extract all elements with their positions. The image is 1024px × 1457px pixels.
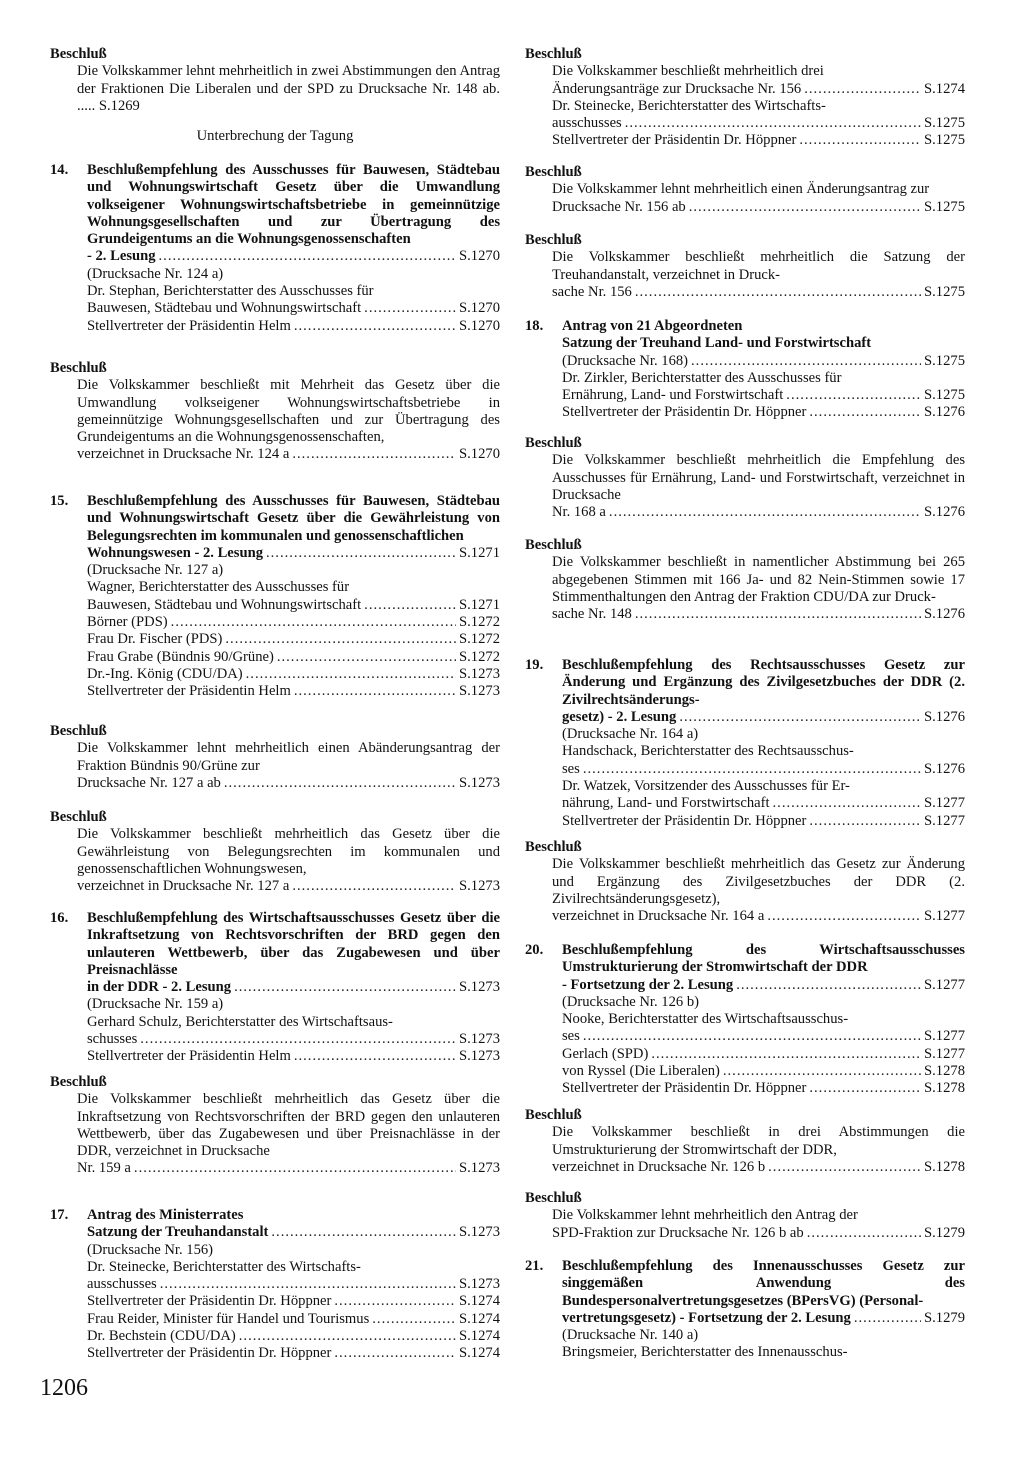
beschluss-text xyxy=(552,63,965,149)
speaker-name: nährung, Land- und Forstwirtschaft xyxy=(562,795,770,812)
beschluss-last-line: SPD-Fraktion zur Drucksache Nr. 126 b ab xyxy=(552,1224,804,1241)
beschluss-block xyxy=(525,1107,965,1176)
beschluss-heading: Beschluß xyxy=(525,435,582,451)
toc-line xyxy=(562,1310,965,1327)
dot-leader xyxy=(271,1224,456,1241)
beschluss-block xyxy=(50,1074,500,1178)
beschluss-block xyxy=(50,360,500,464)
speaker-name: Börner (PDS) xyxy=(87,614,168,631)
page-reference: S.1276 xyxy=(924,708,965,725)
dot-leader xyxy=(583,1028,921,1045)
lesung-label: - Fortsetzung der 2. Lesung xyxy=(562,976,734,993)
beschluss-block xyxy=(525,46,965,150)
dot-leader xyxy=(635,606,921,623)
item-number: 15. xyxy=(50,493,69,509)
toc-line xyxy=(87,979,500,996)
dot-leader xyxy=(294,318,456,335)
page-reference: S.1275 xyxy=(924,283,965,300)
dot-leader xyxy=(159,248,457,265)
speaker-name: Stellvertreter der Präsidentin Helm xyxy=(87,317,291,334)
beschluss-last-line: verzeichnet in Drucksache Nr. 124 a xyxy=(77,446,290,463)
toc-line xyxy=(87,1293,500,1310)
beschluss-text xyxy=(552,452,965,521)
beschluss-body-text: Die Volkskammer beschließt in drei Abstimmungen die Umstrukturierung der Stromwirtschaft der DDR, xyxy=(552,1124,965,1158)
beschluss-body-text: Die Volkskammer beschließt mehrheitlich das Gesetz zur Änderung und Ergänzung des Zivilgesetzbuches der DDR (2. Zivilrechtsänderungsgesetz), xyxy=(552,856,965,907)
toc-line xyxy=(87,1276,500,1293)
dot-leader xyxy=(625,115,921,132)
speaker-name: Dr. Bechstein (CDU/DA) xyxy=(87,1328,236,1345)
beschluss-body-text: Die Volkskammer beschließt mehrheitlich die Satzung der Treuhandanstalt, verzeichnet in Druck- xyxy=(552,249,965,283)
toc-line xyxy=(562,813,965,830)
item-body xyxy=(87,1207,500,1363)
beschluss-text xyxy=(552,1207,965,1242)
item-title: Antrag des Ministerrates xyxy=(87,1207,244,1223)
beschluss-heading: Beschluß xyxy=(525,537,582,553)
page-reference: S.1270 xyxy=(459,248,500,265)
dot-leader xyxy=(246,666,456,683)
speaker-line: Dr. Steinecke, Berichterstatter des Wirtschafts- xyxy=(87,1258,361,1275)
dot-leader xyxy=(334,1293,456,1310)
toc-line xyxy=(562,1046,965,1063)
drucksache-ref: (Drucksache Nr. 159 a) xyxy=(87,996,224,1013)
beschluss-body-text: Die Volkskammer beschließt mehrheitlich drei xyxy=(552,63,824,80)
page-reference: S.1278 xyxy=(924,1080,965,1097)
page-reference: S.1274 xyxy=(459,1328,500,1345)
toc-line xyxy=(552,132,965,149)
speaker-name: ausschusses xyxy=(552,115,622,132)
dot-leader xyxy=(364,300,456,317)
toc-line xyxy=(87,300,500,317)
beschluss-block xyxy=(525,435,965,521)
page-reference: S.1270 xyxy=(459,317,500,334)
page-reference: S.1276 xyxy=(924,760,965,777)
toc-line xyxy=(552,1225,965,1242)
item-body xyxy=(87,493,500,701)
page-reference: S.1274 xyxy=(459,1345,500,1362)
agenda-item-20 xyxy=(525,942,965,1098)
dot-leader xyxy=(225,631,456,648)
beschluss-heading: Beschluß xyxy=(50,360,107,376)
speaker-name: Dr.-Ing. König (CDU/DA) xyxy=(87,665,243,682)
beschluss-block xyxy=(525,537,965,623)
dot-leader xyxy=(224,775,456,792)
item-title: Beschlußempfehlung des Wirtschaftsausschusses Gesetz über die Inkraftsetzung von Rechtsvorschriften der BRD gegen den unlauteren Wettbewerb, über das Zugabewesen und über Preisnachlässe xyxy=(87,910,500,978)
page-reference: S.1273 xyxy=(459,1276,500,1293)
beschluss-last-line: verzeichnet in Drucksache Nr. 126 b xyxy=(552,1158,766,1175)
page-reference: S.1273 xyxy=(459,774,500,791)
beschluss-heading: Beschluß xyxy=(525,164,582,180)
toc-line xyxy=(87,1048,500,1065)
page-reference: S.1277 xyxy=(924,1028,965,1045)
page-reference: S.1273 xyxy=(459,683,500,700)
agenda-item-15 xyxy=(50,493,500,701)
dot-leader xyxy=(768,1159,921,1176)
dot-leader xyxy=(292,446,456,463)
speaker-line: Nooke, Berichterstatter des Wirtschaftsausschus- xyxy=(562,1011,849,1028)
toc-line xyxy=(552,1159,965,1176)
beschluss-heading: Beschluß xyxy=(50,1074,107,1090)
page-reference: S.1272 xyxy=(459,614,500,631)
page-reference: S.1276 xyxy=(924,606,965,623)
speaker-name: Stellvertreter der Präsidentin Dr. Höppner xyxy=(87,1293,332,1310)
speaker-line: Dr. Zirkler, Berichterstatter des Ausschusses für xyxy=(562,369,842,386)
speaker-name: Frau Dr. Fischer (PDS) xyxy=(87,631,223,648)
speaker-name: ses xyxy=(562,760,580,777)
speaker-name: Bauwesen, Städtebau und Wohnungswirtschaft xyxy=(87,596,362,613)
toc-line xyxy=(562,404,965,421)
speaker-name: von Ryssel (Die Liberalen) xyxy=(562,1063,720,1080)
page-reference: S.1274 xyxy=(459,1310,500,1327)
beschluss-body-text: Die Volkskammer lehnt mehrheitlich in zwei Abstimmungen den Antrag der Fraktionen Die Liberalen und der SPD zu Drucksache Nr. 148 ab. xyxy=(77,63,500,97)
beschluss-block xyxy=(525,839,965,925)
dot-leader xyxy=(723,1063,921,1080)
beschluss-body-text: Die Volkskammer lehnt mehrheitlich einen Änderungsantrag zur xyxy=(552,181,930,198)
lesung-label: in der DDR - 2. Lesung xyxy=(87,979,232,996)
toc-line xyxy=(87,683,500,700)
drucksache-ref: (Drucksache Nr. 124 a) xyxy=(87,265,224,282)
toc-line xyxy=(77,775,500,792)
beschluss-text xyxy=(77,826,500,895)
drucksache-ref: (Drucksache Nr. 168) xyxy=(562,352,689,369)
beschluss-body-text: Die Volkskammer beschließt mehrheitlich das Gesetz über die Gewährleistung von Belegungsrechten im kommunalen und genossenschaftlichen Wohnungswesen, xyxy=(77,826,500,877)
item-body xyxy=(562,657,965,830)
item-subtitle: Satzung der Treuhand Land- und Forstwirtschaft xyxy=(562,335,872,352)
item-number: 17. xyxy=(50,1207,69,1223)
speaker-name: schusses xyxy=(87,1031,138,1048)
speaker-line: Dr. Stephan, Berichterstatter des Ausschusses für xyxy=(87,283,374,300)
dot-leader xyxy=(691,353,921,370)
beschluss-last-line: sache Nr. 148 xyxy=(552,606,632,623)
item-body xyxy=(87,910,500,1066)
dot-leader xyxy=(294,1048,456,1065)
speaker-line: Wagner, Berichterstatter des Ausschusses für xyxy=(87,579,350,596)
dot-leader xyxy=(334,1345,456,1362)
toc-line xyxy=(87,597,500,614)
interruption-note: Unterbrechung der Tagung xyxy=(196,128,354,144)
page-reference: S.1278 xyxy=(924,1063,965,1080)
page-reference: S.1279 xyxy=(924,1224,965,1241)
dot-leader xyxy=(807,1225,921,1242)
toc-line xyxy=(562,795,965,812)
agenda-item-19 xyxy=(525,657,965,830)
beschluss-last-line: Nr. 159 a xyxy=(77,1160,131,1177)
speaker-line: Bringsmeier, Berichterstatter des Innenausschus- xyxy=(562,1344,848,1361)
beschluss-last-line: Änderungsanträge zur Drucksache Nr. 156 xyxy=(552,80,802,97)
beschluss-block xyxy=(50,723,500,792)
item-number: 16. xyxy=(50,910,69,926)
page-reference: S.1274 xyxy=(459,1293,500,1310)
beschluss-block xyxy=(50,809,500,895)
dot-leader xyxy=(609,504,921,521)
dot-leader xyxy=(689,199,921,216)
item-title: Beschlußempfehlung des Ausschusses für Bauwesen, Städtebau und Wohnungswirtschaft Gesetz über die Umwandlung volkseigener Wohnungswirtschaftsbetriebe in gemeinnützige Wohnungsgesellschaften und zur Übertragung des Grundeigentums an die Wohnungsgenossenschaften xyxy=(87,162,500,248)
dot-leader xyxy=(809,813,921,830)
item-body xyxy=(87,162,500,335)
toc-line xyxy=(552,504,965,521)
dot-leader xyxy=(292,878,456,895)
item-number: 18. xyxy=(525,318,544,334)
item-number: 19. xyxy=(525,657,544,673)
agenda-item-16 xyxy=(50,910,500,1066)
drucksache-ref: (Drucksache Nr. 140 a) xyxy=(562,1327,699,1344)
toc-line xyxy=(562,709,965,726)
toc-line xyxy=(552,199,965,216)
drucksache-ref: (Drucksache Nr. 126 b) xyxy=(562,993,699,1010)
dot-leader xyxy=(854,1310,921,1327)
toc-line xyxy=(552,606,965,623)
page-reference: S.1273 xyxy=(459,1224,500,1241)
toc-line xyxy=(562,1028,965,1045)
page-reference: S.1273 xyxy=(459,1160,500,1177)
toc-line xyxy=(87,318,500,335)
speaker-line: Handschack, Berichterstatter des Rechtsausschus- xyxy=(562,743,854,760)
drucksache-ref: (Drucksache Nr. 127 a) xyxy=(87,562,224,579)
speaker-name: Bauwesen, Städtebau und Wohnungswirtschaft xyxy=(87,300,362,317)
page-reference: S.1277 xyxy=(924,908,965,925)
toc-line xyxy=(87,649,500,666)
item-title: Beschlußempfehlung des Wirtschaftsausschusses Umstrukturierung der Stromwirtschaft der DDR xyxy=(562,942,965,976)
toc-line xyxy=(87,1224,500,1241)
item-title: Beschlußempfehlung des Ausschusses für Bauwesen, Städtebau und Wohnungswirtschaft Gesetz über die Gewährleistung von Belegungsrechten im kommunalen und genossenschaftlichen xyxy=(87,493,500,544)
dot-leader xyxy=(809,404,921,421)
speaker-line: Dr. Steinecke, Berichterstatter des Wirtschafts- xyxy=(552,97,826,114)
beschluss-text xyxy=(77,1091,500,1177)
dot-leader xyxy=(679,709,921,726)
beschluss-text xyxy=(77,63,500,115)
toc-line xyxy=(87,545,500,562)
item-body xyxy=(562,318,965,422)
agenda-item-14 xyxy=(50,162,500,335)
page-reference: S.1275 xyxy=(924,115,965,132)
speaker-name: Gerlach (SPD) xyxy=(562,1045,649,1062)
beschluss-last-line: verzeichnet in Drucksache Nr. 127 a xyxy=(77,878,290,895)
dot-leader xyxy=(160,1276,456,1293)
page-reference: S.1269 xyxy=(98,97,140,114)
beschluss-heading: Beschluß xyxy=(525,232,582,248)
item-title: Beschlußempfehlung des Innenausschusses Gesetz zur singgemäßen Anwendung des Bundespersonalvertretungsgesetzes (BPersVG) (Personal- xyxy=(562,1258,965,1309)
dot-leader xyxy=(736,977,921,994)
page-reference: S.1276 xyxy=(924,404,965,421)
dot-leader xyxy=(583,761,921,778)
toc-line xyxy=(87,631,500,648)
toc-line xyxy=(87,1311,500,1328)
dot-leader: ..... xyxy=(77,97,99,114)
beschluss-block xyxy=(525,232,965,301)
toc-line xyxy=(562,761,965,778)
beschluss-text xyxy=(77,740,500,792)
speaker-name: Stellvertreter der Präsidentin Dr. Höppner xyxy=(562,404,807,421)
beschluss-last-line: Nr. 168 a xyxy=(552,504,606,521)
beschluss-last-line: sache Nr. 156 xyxy=(552,283,632,300)
toc-line xyxy=(562,353,965,370)
dot-leader xyxy=(767,908,921,925)
beschluss-body-text: Die Volkskammer lehnt mehrheitlich einen Abänderungsantrag der Fraktion Bündnis 90/Grüne zur xyxy=(77,740,500,774)
speaker-line: Dr. Watzek, Vorsitzender des Ausschusses für Er- xyxy=(562,778,850,795)
beschluss-body-text: Die Volkskammer beschließt mehrheitlich das Gesetz über die Inkraftsetzung von Rechtsvorschriften der BRD gegen den unlauteren Wettbewerb, über das Zugabewesen und über Preisnachlässe in der DDR, verzeichnet in Drucksache xyxy=(77,1091,500,1160)
dot-leader xyxy=(799,132,921,149)
beschluss-text xyxy=(77,377,500,463)
speaker-line: Gerhard Schulz, Berichterstatter des Wirtschaftsaus- xyxy=(87,1013,393,1030)
dot-leader xyxy=(294,683,456,700)
dot-leader xyxy=(651,1046,921,1063)
speaker-name: Stellvertreter der Präsidentin Dr. Höppner xyxy=(87,1345,332,1362)
toc-line xyxy=(562,1080,965,1097)
page-reference: S.1272 xyxy=(459,648,500,665)
lesung-label: gesetz) - 2. Lesung xyxy=(562,708,677,725)
beschluss-heading: Beschluß xyxy=(525,1107,582,1123)
toc-line xyxy=(87,1345,500,1362)
drucksache-ref: (Drucksache Nr. 156) xyxy=(87,1241,214,1258)
page-reference: S.1275 xyxy=(924,198,965,215)
toc-line xyxy=(87,614,500,631)
agenda-item-18 xyxy=(525,318,965,422)
dot-leader xyxy=(239,1328,456,1345)
dot-leader xyxy=(364,597,456,614)
toc-line xyxy=(87,248,500,265)
speaker-name: ses xyxy=(562,1028,580,1045)
beschluss-text xyxy=(552,554,965,623)
beschluss-block xyxy=(525,164,965,216)
dot-leader xyxy=(786,387,921,404)
speaker-name: Frau Reider, Minister für Handel und Tourismus xyxy=(87,1310,370,1327)
dot-leader xyxy=(171,614,456,631)
dot-leader xyxy=(635,284,921,301)
lesung-label: vertretungsgesetz) - Fortsetzung der 2. Lesung xyxy=(562,1309,851,1326)
beschluss-heading: Beschluß xyxy=(525,839,582,855)
speaker-name: Frau Grabe (Bündnis 90/Grüne) xyxy=(87,648,274,665)
page-reference: S.1273 xyxy=(459,665,500,682)
toc-line xyxy=(77,878,500,895)
dot-leader xyxy=(140,1031,456,1048)
page-reference: S.1277 xyxy=(924,976,965,993)
page-reference: S.1270 xyxy=(459,300,500,317)
item-title: Antrag von 21 Abgeordneten xyxy=(562,318,743,334)
page-reference: S.1273 xyxy=(459,878,500,895)
dot-leader xyxy=(773,795,922,812)
page-reference: S.1278 xyxy=(924,1158,965,1175)
beschluss-last-line: verzeichnet in Drucksache Nr. 164 a xyxy=(552,908,765,925)
page-reference: S.1274 xyxy=(924,80,965,97)
toc-line xyxy=(562,387,965,404)
toc-line xyxy=(87,1031,500,1048)
toc-line xyxy=(552,908,965,925)
dot-leader xyxy=(266,545,456,562)
toc-line xyxy=(77,1160,500,1177)
toc-line xyxy=(552,81,965,98)
beschluss-text xyxy=(552,1124,965,1176)
speaker-name: Stellvertreter der Präsidentin Helm xyxy=(87,1048,291,1065)
dot-leader xyxy=(234,979,456,996)
beschluss-text xyxy=(552,856,965,925)
speaker-name: Ernährung, Land- und Forstwirtschaft xyxy=(562,387,784,404)
page-reference: S.1279 xyxy=(924,1309,965,1326)
page-reference: S.1276 xyxy=(924,504,965,521)
beschluss-text xyxy=(552,181,965,216)
dot-leader xyxy=(134,1160,456,1177)
item-body xyxy=(562,942,965,1098)
item-title: Beschlußempfehlung des Rechtsausschusses Gesetz zur Änderung und Ergänzung des Zivilgesetzbuches der DDR (2. Zivilrechtsänderungs- xyxy=(562,657,965,708)
toc-line xyxy=(552,284,965,301)
speaker-name: Stellvertreter der Präsidentin Dr. Höppner xyxy=(552,132,797,149)
toc-line xyxy=(87,666,500,683)
page-reference: S.1275 xyxy=(924,387,965,404)
toc-line xyxy=(77,446,500,463)
beschluss-body-text: Die Volkskammer beschließt mehrheitlich die Empfehlung des Ausschusses für Ernährung, Land- und Forstwirtschaft, verzeichnet in Drucksache xyxy=(552,452,965,503)
lesung-label: Wohnungswesen - 2. Lesung xyxy=(87,544,263,561)
speaker-name: Stellvertreter der Präsidentin Dr. Höppner xyxy=(562,812,807,829)
beschluss-block xyxy=(50,46,500,115)
drucksache-ref: (Drucksache Nr. 164 a) xyxy=(562,726,699,743)
item-body xyxy=(562,1258,965,1362)
dot-leader xyxy=(809,1080,921,1097)
beschluss-heading: Beschluß xyxy=(525,46,582,62)
page-reference: S.1270 xyxy=(459,446,500,463)
page-reference: S.1275 xyxy=(924,352,965,369)
page-reference: S.1273 xyxy=(459,1031,500,1048)
page-number: 1206 xyxy=(40,1375,88,1401)
toc-line xyxy=(552,115,965,132)
page-reference: S.1275 xyxy=(924,132,965,149)
page-reference: S.1273 xyxy=(459,979,500,996)
beschluss-last-line: Drucksache Nr. 127 a ab xyxy=(77,774,221,791)
beschluss-body-text: Die Volkskammer beschließt mit Mehrheit das Gesetz über die Umwandlung volkseigener Wohnungswirtschaftsbetriebe in gemeinnützige Wohnungsgesellschaften und zur Übertragung des Grundeigentums an die Wohnungsgenossenschaften, xyxy=(77,377,500,446)
item-number: 21. xyxy=(525,1258,544,1274)
beschluss-body-text: Die Volkskammer beschließt in namentlicher Abstimmung bei 265 abgegebenen Stimmen mit 166 Ja- und 82 Nein-Stimmen sowie 17 Stimmenthaltungen den Antrag der Fraktion CDU/DA zur Druck- xyxy=(552,554,965,605)
item-number: 14. xyxy=(50,162,69,178)
page-reference: S.1271 xyxy=(459,544,500,561)
speaker-name: Stellvertreter der Präsidentin Dr. Höppner xyxy=(562,1080,807,1097)
dot-leader xyxy=(372,1311,456,1328)
beschluss-heading: Beschluß xyxy=(50,809,107,825)
lesung-label: - 2. Lesung xyxy=(87,248,156,265)
toc-line xyxy=(87,1328,500,1345)
speaker-name: ausschusses xyxy=(87,1276,157,1293)
toc-line xyxy=(562,1063,965,1080)
beschluss-block xyxy=(525,1190,965,1242)
beschluss-text xyxy=(552,249,965,301)
dot-leader xyxy=(277,649,456,666)
page-reference: S.1272 xyxy=(459,631,500,648)
beschluss-body-text: Die Volkskammer lehnt mehrheitlich den Antrag der xyxy=(552,1207,858,1224)
agenda-item-17 xyxy=(50,1207,500,1363)
item-number: 20. xyxy=(525,942,544,958)
dot-leader xyxy=(804,81,921,98)
page-reference: S.1273 xyxy=(459,1048,500,1065)
beschluss-heading: Beschluß xyxy=(50,46,107,62)
toc-line xyxy=(562,977,965,994)
page-reference: S.1277 xyxy=(924,795,965,812)
page-reference: S.1271 xyxy=(459,596,500,613)
speaker-name: Stellvertreter der Präsidentin Helm xyxy=(87,683,291,700)
page-reference: S.1277 xyxy=(924,812,965,829)
beschluss-heading: Beschluß xyxy=(525,1190,582,1206)
page-reference: S.1277 xyxy=(924,1045,965,1062)
beschluss-heading: Beschluß xyxy=(50,723,107,739)
beschluss-last-line: Drucksache Nr. 156 ab xyxy=(552,198,686,215)
agenda-item-21 xyxy=(525,1258,965,1362)
item-subtitle: Satzung der Treuhandanstalt xyxy=(87,1224,269,1241)
